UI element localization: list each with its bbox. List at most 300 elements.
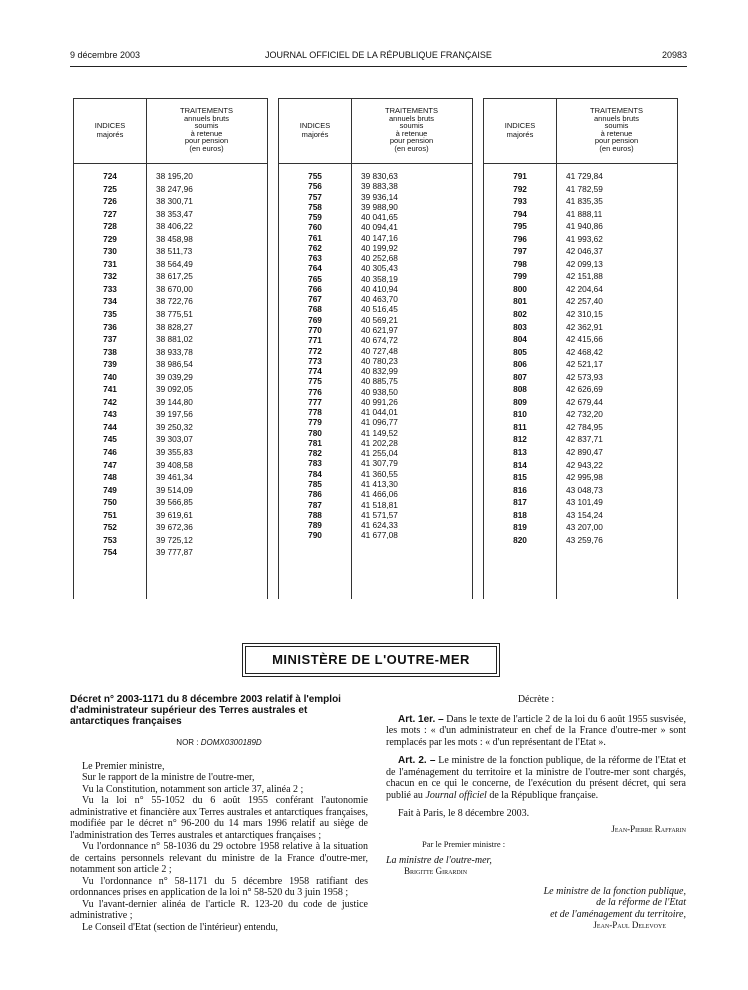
table-row bbox=[74, 434, 267, 447]
table-row bbox=[74, 372, 267, 385]
salary-cell: 39 197,56 bbox=[156, 409, 193, 420]
table-row bbox=[279, 346, 472, 356]
index-cell: 791 bbox=[513, 171, 527, 181]
salary-cell: 39 355,83 bbox=[156, 447, 193, 458]
table-row bbox=[74, 384, 267, 397]
index-cell: 730 bbox=[103, 246, 117, 257]
index-cell: 765 bbox=[308, 273, 322, 284]
table-row bbox=[74, 209, 267, 222]
salary-cell: 39 883,38 bbox=[361, 181, 398, 192]
table-row bbox=[484, 184, 677, 197]
index-cell: 798 bbox=[513, 258, 527, 269]
index-cell: 814 bbox=[513, 459, 527, 470]
index-cell: 771 bbox=[308, 335, 322, 346]
salary-cell: 42 732,20 bbox=[566, 409, 603, 420]
table-row bbox=[279, 181, 472, 191]
index-cell: 725 bbox=[103, 183, 117, 194]
salary-cell: 41 518,81 bbox=[361, 499, 398, 510]
salary-cell: 38 617,25 bbox=[156, 271, 193, 282]
index-cell: 756 bbox=[308, 181, 322, 192]
table-header bbox=[279, 99, 472, 164]
index-cell: 804 bbox=[513, 334, 527, 345]
table-header bbox=[74, 99, 267, 164]
visa-paragraph: Vu l'avant-dernier alinéa de l'article R. 123-20 du code de justice administrative ; bbox=[70, 898, 368, 921]
table-row bbox=[74, 322, 267, 335]
salary-cell: 40 674,72 bbox=[361, 335, 398, 346]
salary-table-1 bbox=[73, 98, 268, 599]
table-row bbox=[74, 447, 267, 460]
table-row bbox=[74, 409, 267, 422]
table-row bbox=[74, 347, 267, 360]
index-cell: 782 bbox=[308, 448, 322, 459]
table-row bbox=[74, 460, 267, 473]
index-cell: 743 bbox=[103, 409, 117, 420]
indices-header: INDICES majorés bbox=[94, 121, 126, 139]
table-row bbox=[484, 510, 677, 523]
table-row bbox=[74, 259, 267, 272]
table-row bbox=[279, 274, 472, 284]
table-row bbox=[279, 500, 472, 510]
salary-cell: 38 353,47 bbox=[156, 208, 193, 219]
salary-cell: 40 516,45 bbox=[361, 304, 398, 315]
table-row bbox=[484, 322, 677, 335]
index-cell: 747 bbox=[103, 459, 117, 470]
salary-cell: 43 101,49 bbox=[566, 497, 603, 508]
index-cell: 754 bbox=[103, 547, 117, 558]
table-row bbox=[484, 347, 677, 360]
salary-cell: 39 092,05 bbox=[156, 384, 193, 395]
article-1: Art. 1er. – Dans le texte de l'article 2 de la loi du 6 août 1955 susvisée, les mots : « d'un administrateur en chef de la France d'outre-mer » sont remplacés par les mots : « d'un représentant de l'Etat ». bbox=[386, 713, 686, 748]
table-row bbox=[484, 397, 677, 410]
index-cell: 772 bbox=[308, 345, 322, 356]
index-cell: 729 bbox=[103, 233, 117, 244]
visa-paragraph: Le Premier ministre, bbox=[82, 760, 165, 772]
table-row bbox=[279, 356, 472, 366]
salary-cell: 41 149,52 bbox=[361, 427, 398, 438]
salary-cell: 42 995,98 bbox=[566, 472, 603, 483]
visa-paragraph: Le Conseil d'Etat (section de l'intérieur) entendu, bbox=[82, 921, 279, 933]
index-cell: 749 bbox=[103, 484, 117, 495]
salary-cell: 38 828,27 bbox=[156, 321, 193, 332]
table-row bbox=[74, 510, 267, 523]
fait-a-paris: Fait à Paris, le 8 décembre 2003. bbox=[398, 808, 530, 819]
salary-cell: 40 305,43 bbox=[361, 263, 398, 274]
table-row bbox=[279, 428, 472, 438]
visa-paragraph: Sur le rapport de la ministre de l'outre-mer, bbox=[82, 772, 255, 783]
signature-prime-minister: Jean-Pierre Raffarin bbox=[611, 823, 686, 834]
salary-cell: 40 569,21 bbox=[361, 314, 398, 325]
index-cell: 815 bbox=[513, 472, 527, 483]
table-row bbox=[74, 535, 267, 548]
index-cell: 764 bbox=[308, 263, 322, 274]
index-cell: 748 bbox=[103, 472, 117, 483]
table-row bbox=[484, 372, 677, 385]
index-cell: 775 bbox=[308, 376, 322, 387]
salary-cell: 38 722,76 bbox=[156, 296, 193, 307]
table-row bbox=[484, 409, 677, 422]
index-cell: 742 bbox=[103, 396, 117, 407]
index-cell: 770 bbox=[308, 324, 322, 335]
table-row bbox=[74, 359, 267, 372]
salary-table-2 bbox=[278, 98, 473, 599]
index-cell: 758 bbox=[308, 201, 322, 212]
index-cell: 737 bbox=[103, 334, 117, 345]
index-cell: 817 bbox=[513, 497, 527, 508]
index-cell: 812 bbox=[513, 434, 527, 445]
salary-cell: 42 415,66 bbox=[566, 334, 603, 345]
table-row bbox=[74, 196, 267, 209]
table-row bbox=[74, 422, 267, 435]
table-row bbox=[484, 447, 677, 460]
nor-reference: NOR : DOMX0300189D bbox=[176, 738, 262, 747]
salary-cell: 39 514,09 bbox=[156, 484, 193, 495]
salary-cell: 38 511,73 bbox=[156, 246, 193, 257]
salary-cell: 42 310,15 bbox=[566, 309, 603, 320]
visas-list bbox=[70, 761, 368, 934]
table-row bbox=[74, 334, 267, 347]
table-rows bbox=[484, 171, 677, 547]
header-page-number: 20983 bbox=[661, 50, 687, 60]
salary-cell: 39 461,34 bbox=[156, 472, 193, 483]
table-row bbox=[279, 294, 472, 304]
salary-cell: 41 360,55 bbox=[361, 468, 398, 479]
salary-cell: 38 933,78 bbox=[156, 346, 193, 357]
index-cell: 794 bbox=[513, 208, 527, 219]
table-row bbox=[484, 359, 677, 372]
table-row bbox=[279, 335, 472, 345]
index-cell: 790 bbox=[308, 530, 322, 541]
salary-cell: 40 358,19 bbox=[361, 273, 398, 284]
table-row bbox=[484, 296, 677, 309]
salary-cell: 38 881,02 bbox=[156, 334, 193, 345]
index-cell: 741 bbox=[103, 384, 117, 395]
table-row bbox=[279, 233, 472, 243]
salary-cell: 41 677,08 bbox=[361, 530, 398, 541]
index-cell: 759 bbox=[308, 212, 322, 223]
table-row bbox=[484, 196, 677, 209]
table-row bbox=[484, 171, 677, 184]
index-cell: 779 bbox=[308, 417, 322, 428]
index-cell: 768 bbox=[308, 304, 322, 315]
salary-cell: 42 468,42 bbox=[566, 346, 603, 357]
salary-cell: 41 096,77 bbox=[361, 417, 398, 428]
table-row bbox=[74, 309, 267, 322]
index-cell: 778 bbox=[308, 407, 322, 418]
index-cell: 803 bbox=[513, 321, 527, 332]
table-row bbox=[484, 485, 677, 498]
visa-paragraph: Vu la loi n° 55-1052 du 6 août 1955 conférant l'autonomie administrative et financière aux Terres australes et antarctiques françaises, modifiée par le décret n° 96-200 du 14 mars 1996 relatif au siège de l'administration des Terres australes et antarctiques françaises ; bbox=[70, 795, 368, 841]
index-cell: 757 bbox=[308, 191, 322, 202]
indices-header: INDICES majorés bbox=[504, 121, 536, 139]
table-row bbox=[279, 448, 472, 458]
index-cell: 796 bbox=[513, 233, 527, 244]
salary-cell: 40 885,75 bbox=[361, 376, 398, 387]
salary-cell: 41 835,35 bbox=[566, 196, 603, 207]
table-row bbox=[279, 192, 472, 202]
salary-cell: 40 041,65 bbox=[361, 212, 398, 223]
table-row bbox=[484, 434, 677, 447]
index-cell: 728 bbox=[103, 221, 117, 232]
salary-cell: 39 725,12 bbox=[156, 534, 193, 545]
ministry-heading: MINISTÈRE DE L'OUTRE-MER bbox=[245, 646, 497, 674]
salary-cell: 42 890,47 bbox=[566, 447, 603, 458]
index-cell: 753 bbox=[103, 534, 117, 545]
salary-cell: 40 727,48 bbox=[361, 345, 398, 356]
table-row bbox=[279, 376, 472, 386]
index-cell: 819 bbox=[513, 522, 527, 533]
table-row bbox=[74, 522, 267, 535]
index-cell: 732 bbox=[103, 271, 117, 282]
index-cell: 813 bbox=[513, 447, 527, 458]
table-row bbox=[279, 212, 472, 222]
index-cell: 726 bbox=[103, 196, 117, 207]
index-cell: 780 bbox=[308, 427, 322, 438]
salary-cell: 43 048,73 bbox=[566, 484, 603, 495]
salary-cell: 41 413,30 bbox=[361, 478, 398, 489]
index-cell: 733 bbox=[103, 283, 117, 294]
salary-cell: 42 837,71 bbox=[566, 434, 603, 445]
table-row bbox=[279, 284, 472, 294]
index-cell: 793 bbox=[513, 196, 527, 207]
table-row bbox=[279, 171, 472, 181]
table-row bbox=[484, 522, 677, 535]
salary-cell: 39 566,85 bbox=[156, 497, 193, 508]
salary-cell: 41 940,86 bbox=[566, 221, 603, 232]
visa-paragraph: Vu l'ordonnance n° 58-1036 du 29 octobre 1958 relative à la situation de certains personnels relevant du ministre de la France d'outre-mer, notamment son article 2 ; bbox=[70, 841, 368, 875]
table-row bbox=[484, 497, 677, 510]
table-row bbox=[484, 334, 677, 347]
table-row bbox=[74, 221, 267, 234]
decrete-label: Décrète : bbox=[517, 694, 555, 705]
salary-cell: 42 679,44 bbox=[566, 396, 603, 407]
index-cell: 797 bbox=[513, 246, 527, 257]
table-row bbox=[484, 384, 677, 397]
salary-cell: 39 408,58 bbox=[156, 459, 193, 470]
table-row bbox=[74, 296, 267, 309]
salary-header: TRAITEMENTS annuels bruts soumis à retenue pour pension (en euros) bbox=[385, 106, 438, 153]
index-cell: 809 bbox=[513, 396, 527, 407]
salary-cell: 40 832,99 bbox=[361, 366, 398, 377]
salary-cell: 41 888,11 bbox=[566, 208, 603, 219]
index-cell: 786 bbox=[308, 489, 322, 500]
visa-paragraph: Vu l'ordonnance n° 58-1171 du 5 décembre 1958 ratifiant des ordonnances prises en application de la loi n° 58-520 du 3 juin 1958 ; bbox=[70, 875, 368, 898]
salary-cell: 40 991,26 bbox=[361, 396, 398, 407]
salary-cell: 40 147,16 bbox=[361, 232, 398, 243]
index-cell: 792 bbox=[513, 183, 527, 194]
salary-cell: 41 307,79 bbox=[361, 458, 398, 469]
table-row bbox=[484, 284, 677, 297]
salary-cell: 39 672,36 bbox=[156, 522, 193, 533]
index-cell: 739 bbox=[103, 359, 117, 370]
index-cell: 766 bbox=[308, 283, 322, 294]
salary-cell: 43 154,24 bbox=[566, 509, 603, 520]
salary-cell: 43 207,00 bbox=[566, 522, 603, 533]
salary-cell: 38 986,54 bbox=[156, 359, 193, 370]
salary-cell: 39 250,32 bbox=[156, 421, 193, 432]
index-cell: 807 bbox=[513, 371, 527, 382]
salary-cell: 41 255,04 bbox=[361, 448, 398, 459]
index-cell: 746 bbox=[103, 447, 117, 458]
table-row bbox=[484, 259, 677, 272]
index-cell: 735 bbox=[103, 309, 117, 320]
header-rule bbox=[70, 66, 687, 67]
salary-cell: 38 300,71 bbox=[156, 196, 193, 207]
index-cell: 808 bbox=[513, 384, 527, 395]
table-row bbox=[279, 304, 472, 314]
index-cell: 795 bbox=[513, 221, 527, 232]
salary-cell: 41 202,28 bbox=[361, 437, 398, 448]
index-cell: 781 bbox=[308, 437, 322, 448]
table-row bbox=[279, 366, 472, 376]
salary-cell: 42 943,22 bbox=[566, 459, 603, 470]
table-row bbox=[279, 202, 472, 212]
indices-header: INDICES majorés bbox=[299, 121, 331, 139]
salary-cell: 39 777,87 bbox=[156, 547, 193, 558]
table-row bbox=[279, 458, 472, 468]
table-row bbox=[279, 397, 472, 407]
table-row bbox=[484, 234, 677, 247]
index-cell: 738 bbox=[103, 346, 117, 357]
salary-cell: 42 046,37 bbox=[566, 246, 603, 257]
index-cell: 802 bbox=[513, 309, 527, 320]
salary-cell: 39 830,63 bbox=[361, 171, 398, 181]
index-cell: 789 bbox=[308, 520, 322, 531]
index-cell: 818 bbox=[513, 509, 527, 520]
table-row bbox=[484, 209, 677, 222]
table-row bbox=[279, 479, 472, 489]
table-row bbox=[484, 221, 677, 234]
header-journal-title: JOURNAL OFFICIEL DE LA RÉPUBLIQUE FRANÇAISE bbox=[265, 50, 492, 60]
table-row bbox=[74, 246, 267, 259]
par-le-premier-ministre: Par le Premier ministre : bbox=[422, 839, 506, 849]
salary-cell: 42 784,95 bbox=[566, 421, 603, 432]
table-row bbox=[279, 489, 472, 499]
salary-cell: 41 993,62 bbox=[566, 233, 603, 244]
table-row bbox=[74, 184, 267, 197]
index-cell: 805 bbox=[513, 346, 527, 357]
page-header bbox=[70, 50, 687, 64]
salary-cell: 38 406,22 bbox=[156, 221, 193, 232]
salary-cell: 41 466,06 bbox=[361, 489, 398, 500]
article-2: Art. 2. – Le ministre de la fonction publique, de la réforme de l'Etat et de l'aménagement du territoire et la ministre de l'outre-mer sont chargés, chacun en ce qui le concerne, de l'exécution du présent décret, qui sera publié au Journal officiel de la République française. bbox=[386, 755, 687, 801]
table-rows bbox=[74, 171, 267, 560]
salary-cell: 40 094,41 bbox=[361, 222, 398, 233]
salary-cell: 38 247,96 bbox=[156, 183, 193, 194]
salary-cell: 41 782,59 bbox=[566, 183, 603, 194]
table-row bbox=[279, 325, 472, 335]
index-cell: 777 bbox=[308, 396, 322, 407]
salary-cell: 38 458,98 bbox=[156, 233, 193, 244]
salary-cell: 42 099,13 bbox=[566, 258, 603, 269]
salary-cell: 42 257,40 bbox=[566, 296, 603, 307]
salary-cell: 39 936,14 bbox=[361, 191, 398, 202]
index-cell: 731 bbox=[103, 258, 117, 269]
index-cell: 751 bbox=[103, 509, 117, 520]
index-cell: 734 bbox=[103, 296, 117, 307]
salary-cell: 38 670,00 bbox=[156, 283, 193, 294]
table-row bbox=[279, 510, 472, 520]
index-cell: 744 bbox=[103, 421, 117, 432]
salary-cell: 40 780,23 bbox=[361, 355, 398, 366]
table-row bbox=[74, 472, 267, 485]
index-cell: 727 bbox=[103, 208, 117, 219]
salary-cell: 42 521,17 bbox=[566, 359, 603, 370]
index-cell: 773 bbox=[308, 355, 322, 366]
index-cell: 776 bbox=[308, 386, 322, 397]
salary-cell: 39 619,61 bbox=[156, 509, 193, 520]
table-row bbox=[484, 472, 677, 485]
salary-cell: 39 039,29 bbox=[156, 371, 193, 382]
signature-civil-service-minister: Le ministre de la fonction publique, de la réforme de l'Etat et de l'aménagement du territoire, Jean-Paul Delevoye bbox=[543, 885, 686, 930]
table-row bbox=[484, 460, 677, 473]
index-cell: 763 bbox=[308, 253, 322, 264]
table-row bbox=[279, 417, 472, 427]
visa-paragraph: Vu la Constitution, notamment son article 37, alinéa 2 ; bbox=[82, 783, 304, 795]
table-row bbox=[279, 243, 472, 253]
table-row bbox=[279, 315, 472, 325]
index-cell: 806 bbox=[513, 359, 527, 370]
salary-cell: 38 564,49 bbox=[156, 258, 193, 269]
index-cell: 760 bbox=[308, 222, 322, 233]
salary-cell: 42 573,93 bbox=[566, 371, 603, 382]
index-cell: 816 bbox=[513, 484, 527, 495]
table-row bbox=[74, 171, 267, 184]
index-cell: 800 bbox=[513, 283, 527, 294]
salary-cell: 40 938,50 bbox=[361, 386, 398, 397]
index-cell: 769 bbox=[308, 314, 322, 325]
salary-cell: 38 775,51 bbox=[156, 309, 193, 320]
header-date: 9 décembre 2003 bbox=[70, 50, 141, 60]
table-row bbox=[74, 234, 267, 247]
salary-cell: 38 195,20 bbox=[156, 171, 193, 181]
table-row bbox=[279, 520, 472, 530]
table-row bbox=[74, 485, 267, 498]
table-row bbox=[74, 397, 267, 410]
table-row bbox=[484, 309, 677, 322]
index-cell: 785 bbox=[308, 478, 322, 489]
table-row bbox=[74, 271, 267, 284]
table-row bbox=[74, 284, 267, 297]
index-cell: 801 bbox=[513, 296, 527, 307]
index-cell: 820 bbox=[513, 534, 527, 545]
salary-cell: 41 571,57 bbox=[361, 509, 398, 520]
salary-cell: 40 410,94 bbox=[361, 283, 398, 294]
table-header bbox=[484, 99, 677, 164]
salary-cell: 39 144,80 bbox=[156, 396, 193, 407]
index-cell: 736 bbox=[103, 321, 117, 332]
index-cell: 799 bbox=[513, 271, 527, 282]
salary-cell: 42 362,91 bbox=[566, 321, 603, 332]
index-cell: 774 bbox=[308, 366, 322, 377]
index-cell: 784 bbox=[308, 468, 322, 479]
index-cell: 767 bbox=[308, 294, 322, 305]
table-row bbox=[279, 530, 472, 540]
table-row bbox=[484, 246, 677, 259]
index-cell: 787 bbox=[308, 499, 322, 510]
table-row bbox=[74, 497, 267, 510]
decree-left-column bbox=[70, 694, 368, 933]
table-row bbox=[279, 263, 472, 273]
index-cell: 750 bbox=[103, 497, 117, 508]
salary-cell: 39 988,90 bbox=[361, 201, 398, 212]
table-row bbox=[279, 407, 472, 417]
decree-title: Décret n° 2003-1171 du 8 décembre 2003 relatif à l'emploi d'administrateur supérieur des Terres australes et antarctiques françaises bbox=[70, 694, 341, 727]
index-cell: 724 bbox=[103, 171, 117, 181]
index-cell: 762 bbox=[308, 242, 322, 253]
salary-cell: 39 303,07 bbox=[156, 434, 193, 445]
salary-cell: 42 204,64 bbox=[566, 283, 603, 294]
index-cell: 783 bbox=[308, 458, 322, 469]
